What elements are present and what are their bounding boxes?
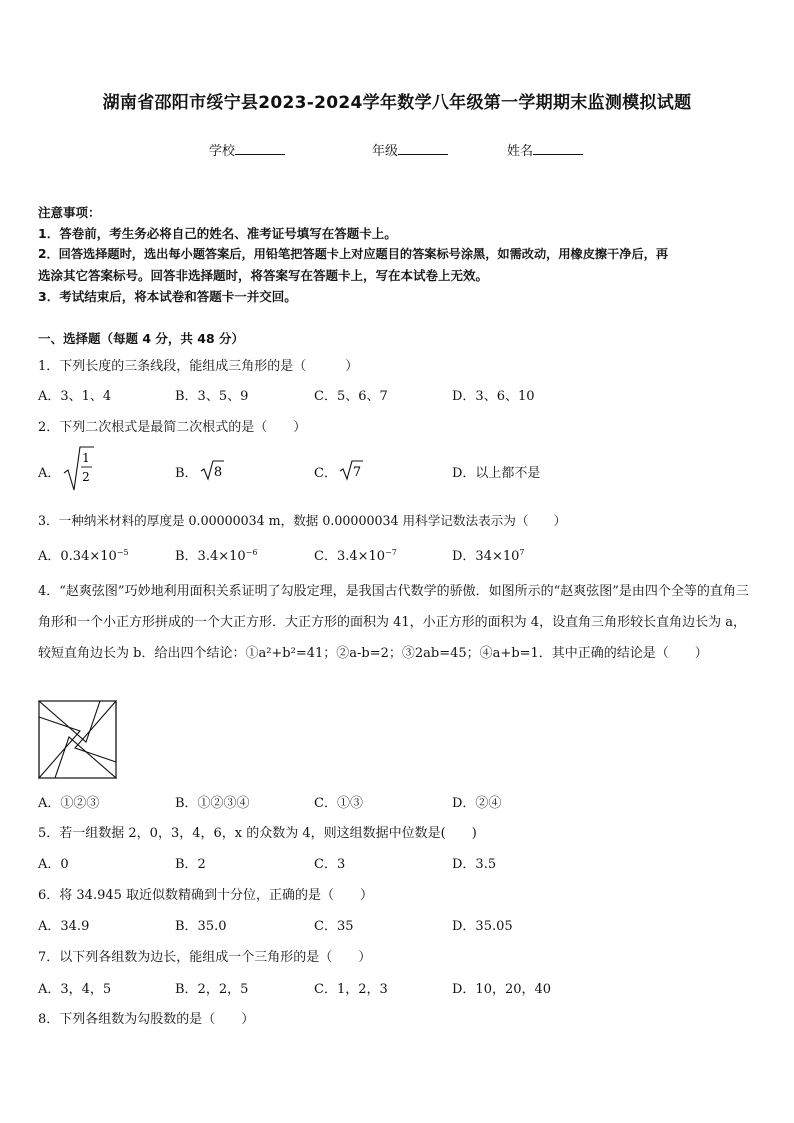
sqrt-fraction-icon [62, 444, 96, 494]
q1-option-c[interactable]: C．5、6、7 [314, 389, 388, 404]
q6-option-c[interactable]: C．35 [314, 919, 354, 934]
q3-option-d[interactable]: D．$34\times 10^7$ [452, 548, 525, 564]
school-blank[interactable] [235, 142, 285, 155]
q2-option-d[interactable]: D．以上都不是 [452, 466, 541, 481]
notice-item: 2．回答选择题时，选出每小题答案后，用铅笔把答题卡上对应题目的答案标号涂黑，如需改动，用橡皮擦干净后，再 [38, 247, 669, 261]
q2-a-denominator: 2 [82, 470, 90, 484]
q4-option-a[interactable]: A．①②③ [38, 796, 100, 811]
q5-option-b[interactable]: B．2 [175, 857, 206, 872]
q1-option-d[interactable]: D．3、6、10 [452, 389, 535, 404]
notice-item: 选涂其它答案标号。回答非选择题时，将答案写在答题卡上，写在本试卷上无效。 [38, 268, 489, 283]
question-6-stem: 6．将 34.945 取近似数精确到十分位，正确的是（ ） [38, 888, 374, 903]
q7-option-b[interactable]: B．2，2，5 [175, 982, 249, 997]
q7-option-c[interactable]: C．1，2，3 [314, 982, 388, 997]
q1-option-a[interactable]: A．3、1、4 [38, 389, 112, 404]
name-field: 姓名 [507, 140, 583, 159]
section-heading: 一、选择题（每题 4 分，共 48 分） [38, 331, 245, 346]
q3-option-c[interactable]: C．$3.4\times 10^{-7}$ [314, 548, 397, 564]
q2-option-b[interactable]: B． [175, 466, 198, 481]
q7-option-d[interactable]: D．10，20，40 [452, 982, 552, 997]
question-2-stem: 2．下列二次根式是最简二次根式的是（ ） [38, 420, 307, 435]
grade-blank[interactable] [398, 142, 448, 155]
q6-option-d[interactable]: D．35.05 [452, 919, 513, 934]
q6-option-b[interactable]: B．35.0 [175, 919, 227, 934]
school-field: 学校 [209, 140, 285, 159]
q2-option-c[interactable]: C． [314, 466, 337, 481]
name-blank[interactable] [533, 142, 583, 155]
q6-option-a[interactable]: A．34.9 [38, 919, 90, 934]
q3-option-a[interactable]: A．$0.34\times 10^{-5}$ [38, 548, 129, 564]
zhao-shuang-diagram [38, 700, 118, 780]
q4-option-c[interactable]: C．①③ [314, 796, 363, 811]
notice-item: 1．答卷前，考生务必将自己的姓名、准考证号填写在答题卡上。 [38, 226, 397, 241]
q2-b-radicand: 8 [213, 465, 223, 480]
q1-option-b[interactable]: B．3、5、9 [175, 389, 249, 404]
q4-option-b[interactable]: B．①②③④ [175, 796, 250, 811]
question-3-stem: 3．一种纳米材料的厚度是 0.00000034 m，数据 0.00000034 用科学记数法表示为（ ） [38, 513, 567, 528]
q2-c-radicand: 7 [352, 465, 362, 480]
question-8-stem: 8．下列各组数为勾股数的是（ ） [38, 1012, 255, 1027]
grade-field: 年级 [372, 140, 448, 159]
q2-option-a[interactable]: A． [38, 466, 61, 481]
question-5-stem: 5．若一组数据 2，0，3，4，6，x 的众数为 4，则这组数据中位数是( ) [38, 826, 477, 841]
question-4-text: 4．“赵爽弦图”巧妙地利用面积关系证明了勾股定理，是我国古代数学的骄傲．如图所示的“赵爽弦图”是由四个全等的直角三角形和一个小正方形拼成的一个大正方形．大正方形的面积为 41，小正方形的面积为 4，设直角三角形较长直角边长为 a，较短直角边长为 b．给出四个结论：①a²+b²=41；②a-b=2；③2ab=45；④a+b=1．其中正确的结论是（ ） [38, 584, 749, 661]
question-1-stem: 1．下列长度的三条线段，能组成三角形的是（ ） [38, 359, 359, 374]
sqrt-icon [339, 458, 365, 482]
q5-option-c[interactable]: C．3 [314, 857, 346, 872]
q2-a-numerator: 1 [82, 451, 90, 465]
q3-option-b[interactable]: B．$3.4\times 10^{-6}$ [175, 548, 258, 564]
q5-option-a[interactable]: A．0 [38, 857, 69, 872]
q4-option-d[interactable]: D．②④ [452, 796, 502, 811]
question-7-stem: 7．以下列各组数为边长，能组成一个三角形的是（ ） [38, 950, 372, 965]
exam-title: 湖南省邵阳市绥宁县2023-2024学年数学八年级第一学期期末监测模拟试题 [102, 93, 692, 113]
q7-option-a[interactable]: A．3，4，5 [38, 982, 112, 997]
notice-item: 3．考试结束后，将本试卷和答题卡一并交回。 [38, 289, 297, 304]
notice-heading: 注意事项： [38, 205, 101, 220]
sqrt-icon [200, 458, 226, 482]
q5-option-d[interactable]: D．3.5 [452, 857, 497, 872]
